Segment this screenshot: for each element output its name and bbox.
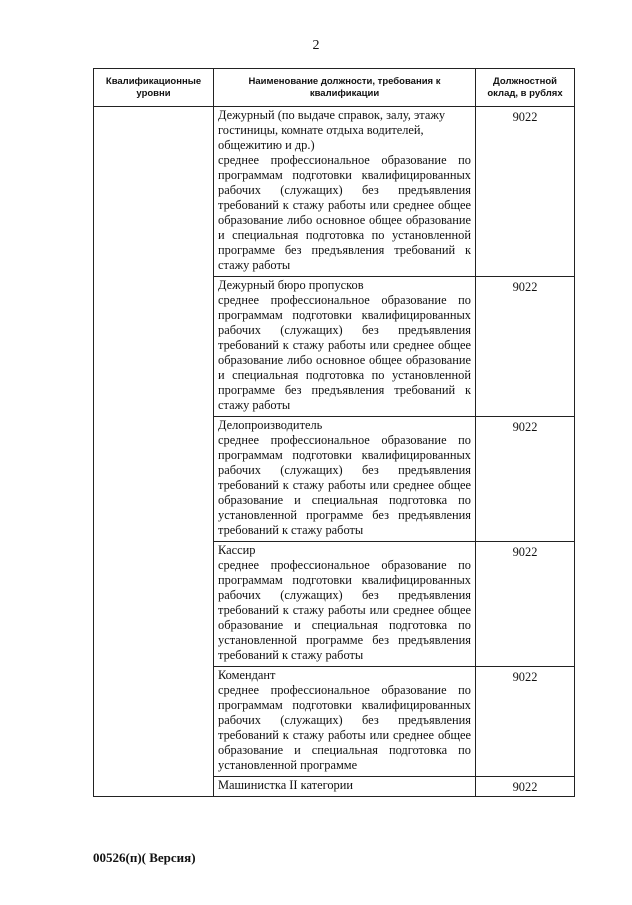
qualification-table — [93, 68, 575, 797]
salary-cell: 9022 — [476, 777, 575, 797]
salary-cell: 9022 — [476, 667, 575, 777]
document-code: 00526(п)( Версия) — [93, 850, 196, 865]
position-cell — [214, 107, 476, 277]
position-title: Машинистка II категории — [218, 778, 353, 792]
header-position-requirements: Наименование должности, требования к квалификации — [214, 69, 476, 107]
position-requirements: среднее профессиональное образование по программам подготовки квалифицированных рабочих (служащих) без предъявления требований к стажу работы или среднее общее образование и специальная подготовка по установленной программе без предъявления требований к стажу работы — [218, 433, 471, 537]
position-requirements: среднее профессиональное образование по программам подготовки квалифицированных рабочих (служащих) без предъявления требований к стажу работы или среднее общее образование либо основное общее образование и специальная подготовка по установленной программе без предъявления требований к стажу работы — [218, 293, 471, 412]
position-cell — [214, 277, 476, 417]
position-title: Делопроизводитель — [218, 418, 323, 432]
table-row — [94, 107, 575, 277]
header-qualification-levels: Квалификационные уровни — [94, 69, 214, 107]
position-title: Дежурный (по выдаче справок, залу, этажу гостиницы, комнате отдыха водителей, общежитию и др.) — [218, 108, 446, 152]
qualification-level-cell — [94, 107, 214, 797]
position-requirements: среднее профессиональное образование по программам подготовки квалифицированных рабочих (служащих) без предъявления требований к стажу работы или среднее общее образование и специальная подготовка по установленной программе без предъявления требований к стажу работы — [218, 558, 471, 662]
table-header-row — [94, 69, 575, 107]
position-cell — [214, 417, 476, 542]
salary-cell: 9022 — [476, 542, 575, 667]
position-title: Комендант — [218, 668, 276, 682]
position-cell — [214, 667, 476, 777]
position-cell — [214, 542, 476, 667]
position-cell — [214, 777, 476, 797]
position-requirements: среднее профессиональное образование по программам подготовки квалифицированных рабочих (служащих) без предъявления требований к стажу работы или среднее общее образование и специальная подготовка по установленной программе — [218, 683, 471, 772]
salary-cell: 9022 — [476, 417, 575, 542]
page-number: 2 — [312, 38, 320, 53]
position-title: Кассир — [218, 543, 256, 557]
position-title: Дежурный бюро пропусков — [218, 278, 364, 292]
position-requirements: среднее профессиональное образование по программам подготовки квалифицированных рабочих (служащих) без предъявления требований к стажу работы или среднее общее образование либо основное общее образование и специальная подготовка по установленной программе без предъявления требований к стажу работы — [218, 153, 471, 272]
header-salary: Должностной оклад, в рублях — [476, 69, 575, 107]
salary-cell: 9022 — [476, 107, 575, 277]
salary-cell: 9022 — [476, 277, 575, 417]
